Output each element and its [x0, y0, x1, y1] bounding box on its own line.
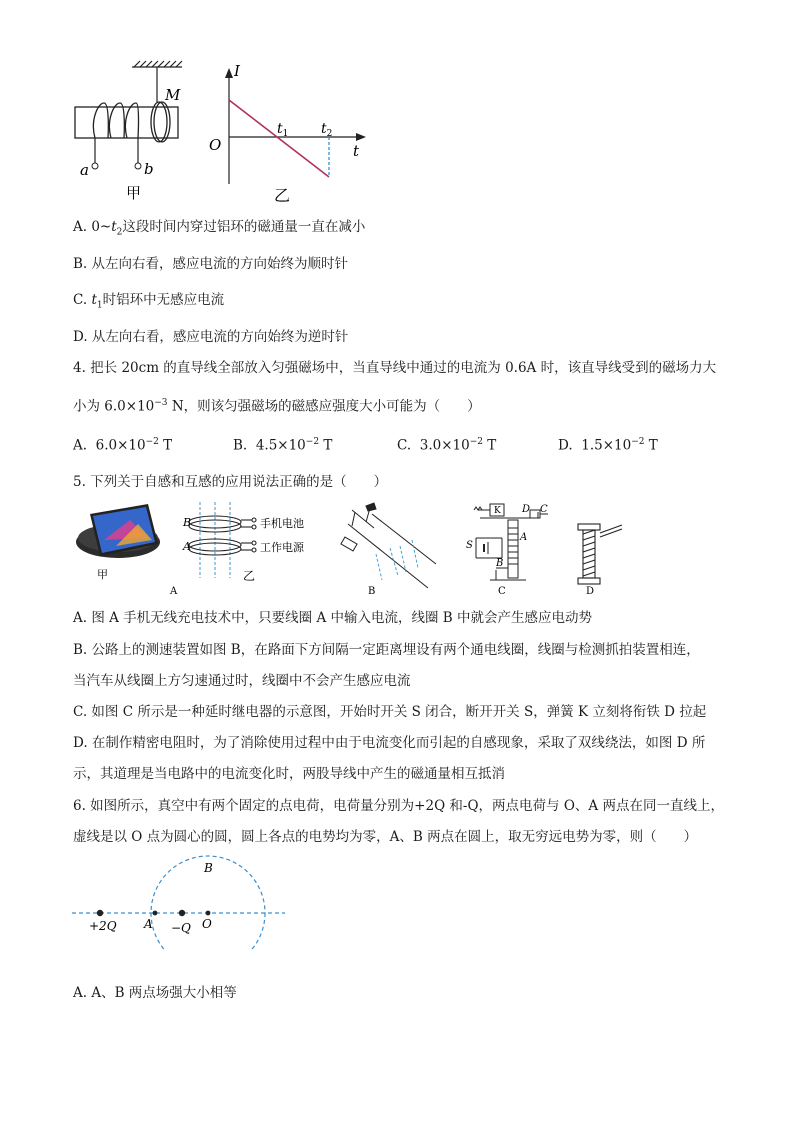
label-relay-D: D	[522, 504, 531, 515]
q6-figure	[70, 850, 300, 950]
label-B-6: B	[204, 861, 213, 875]
road-image	[341, 503, 436, 588]
q3-option-c: C. $t_1$时铝环中无感应电流	[73, 292, 225, 311]
resistor-image	[578, 524, 622, 584]
charge-minusQ	[179, 910, 185, 916]
label-relay-C: C	[540, 504, 548, 515]
q5-option-c: C. 如图 C 所示是一种延时继电器的示意图，开始时开关 S 闭合，断开开关 S，弹簧 K 立刻将衔铁 D 拉起	[73, 704, 707, 720]
label-C-5: C	[498, 586, 506, 597]
q4-option-c: C. $3.0\times 10^{-2}$ T	[397, 437, 497, 454]
label-minusQ: −Q	[171, 921, 191, 935]
it-graph	[209, 62, 366, 205]
q4-option-d: D. $1.5\times 10^{-2}$ T	[558, 437, 658, 454]
q3-figure	[70, 60, 370, 210]
label-a: a	[80, 161, 89, 179]
label-relay-A: A	[520, 532, 528, 543]
label-jia: 甲	[126, 184, 142, 202]
q5-option-d-line2: 示，其道理是当电路中的电流变化时，两股导线中产生的磁通量相互抵消	[73, 766, 505, 782]
label-O: O	[209, 136, 222, 154]
coil-turns	[93, 103, 138, 138]
svg-text:t1: $t_1$	[277, 121, 289, 139]
q5-option-b-line1: B. 公路上的测速装置如图 B，在路面下方间隔一定距离埋设有两个通电线圈，线圈与检测抓拍装置相连，	[73, 642, 700, 658]
q3-option-b: B. 从左向右看，感应电流的方向始终为顺时针	[73, 256, 349, 272]
label-coil-A: A	[183, 540, 191, 553]
label-t1: t	[277, 121, 283, 137]
label-relay-B: B	[496, 558, 504, 569]
label-coil-B: B	[183, 516, 192, 529]
charge-plus2Q	[97, 910, 103, 916]
q5-figure	[70, 500, 630, 600]
q4-option-a: A. $6.0\times 10^{-2}$ T	[73, 437, 173, 454]
label-t: t	[353, 142, 360, 160]
label-b: b	[144, 160, 154, 178]
q3-option-d: D. 从左向右看，感应电流的方向始终为逆时针	[73, 329, 349, 345]
coils-image	[189, 502, 256, 578]
label-A-5: A	[170, 586, 178, 597]
q6-stem-line1: 6. 如图所示，真空中有两个固定的点电荷，电荷量分别为+2Q 和-Q，两点电荷与 O、A 两点在同一直线上，	[73, 798, 724, 814]
q4-stem-line2: 小为 $6.0\times 10^{-3}$ N，则该匀强磁场的磁感应强度大小可能为（ ）	[73, 398, 481, 415]
current-line	[229, 100, 329, 177]
label-D-5: D	[586, 586, 595, 597]
label-plus2Q: +2Q	[89, 919, 117, 933]
q3-option-a: A. $0\sim t_2$这段时间内穿过铝环的磁通量一直在减小	[73, 219, 366, 238]
q4-option-b: B. $4.5\times 10^{-2}$ T	[233, 437, 333, 454]
label-work-power: 工作电源	[260, 541, 304, 554]
label-I: I	[234, 62, 240, 80]
label-yi-5: 乙	[243, 569, 256, 583]
label-phone-battery: 手机电池	[260, 517, 304, 530]
q5-option-d-line1: D. 在制作精密电阻时，为了消除使用过程中由于电流变化而引起的自感现象，采取了双线绕法，如图 D 所	[73, 735, 706, 751]
label-B-5: B	[368, 586, 376, 597]
label-t2: t	[321, 121, 327, 137]
label-relay-K: K	[494, 506, 501, 516]
point-A	[153, 911, 158, 916]
q5-option-b-line2: 当汽车从线圈上方匀速通过时，线圈中不会产生感应电流	[73, 673, 411, 689]
svg-text:t2: $t_2$	[321, 121, 333, 139]
q6-stem-line2: 虚线是以 O 点为圆心的圆，圆上各点的电势均为零，A、B 两点在圆上，取无穷远电势为零，则（ ）	[73, 829, 698, 845]
label-M: M	[165, 86, 181, 104]
label-A-6: A	[144, 917, 153, 931]
wireless-charger-image	[76, 504, 160, 558]
q5-option-a: A. 图 A 手机无线充电技术中，只要线圈 A 中输入电流，线圈 B 中就会产生感应电动势	[73, 610, 592, 626]
label-relay-S: S	[466, 540, 473, 551]
q6-option-a: A. A、B 两点场强大小相等	[73, 985, 237, 1001]
point-O	[206, 911, 211, 916]
label-yi: 乙	[274, 186, 291, 205]
relay-image	[474, 504, 548, 580]
label-O-6: O	[202, 917, 212, 931]
label-jia-5: 甲	[97, 568, 108, 581]
q5-stem: 5. 下列关于自感和互感的应用说法正确的是（ ）	[73, 474, 388, 490]
q4-stem-line1: 4. 把长 20cm 的直导线全部放入匀强磁场中，当直导线中通过的电流为 0.6A 时，该直导线受到的磁场力大	[73, 360, 717, 376]
